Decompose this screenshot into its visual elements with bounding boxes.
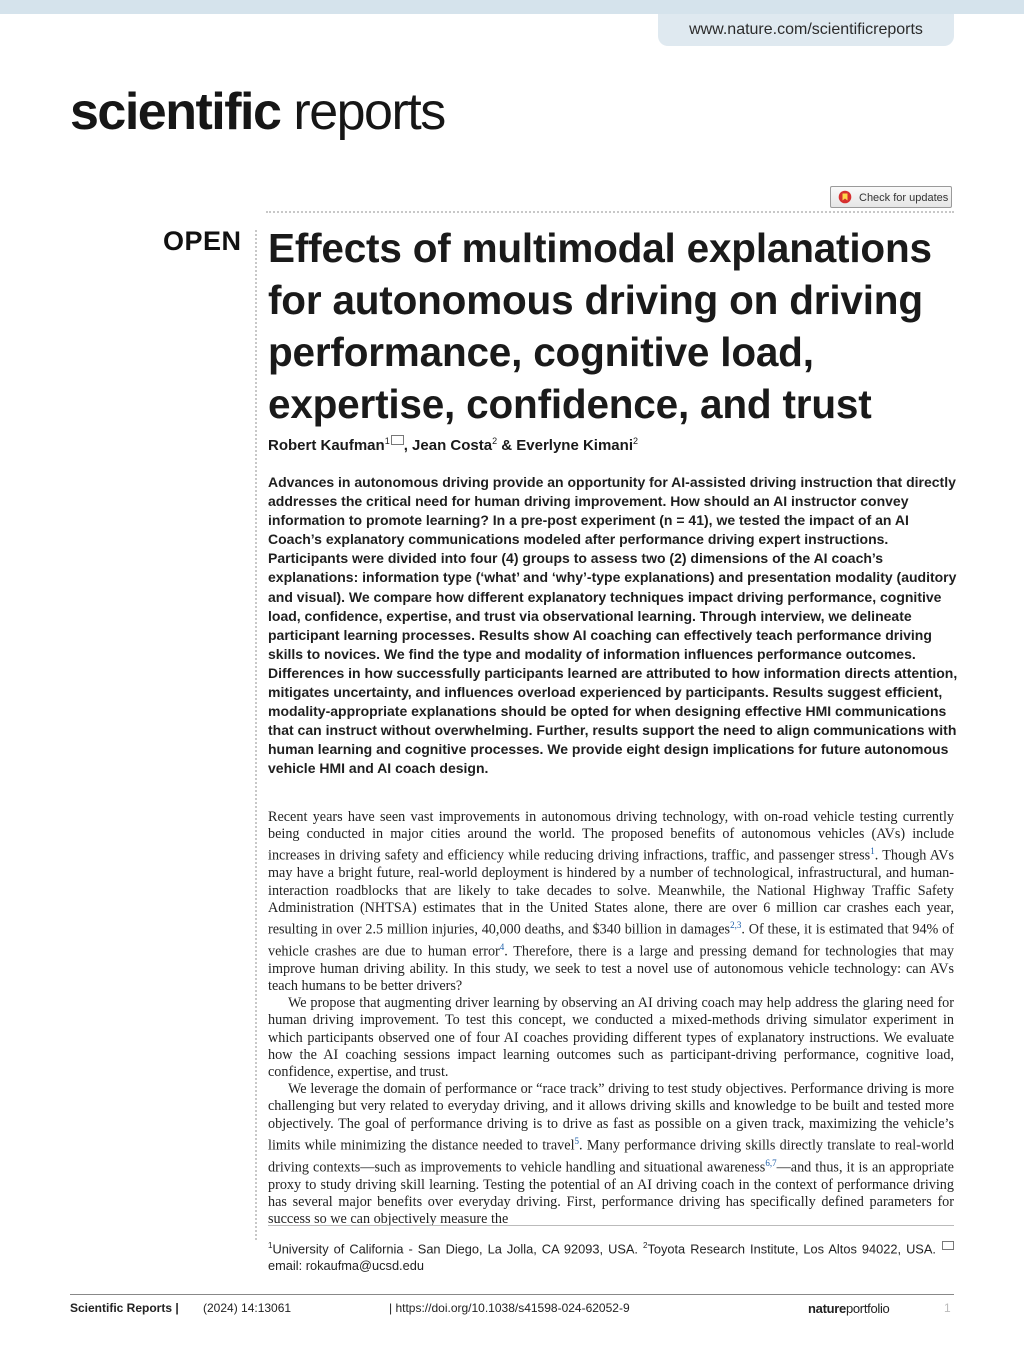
margin-divider — [255, 230, 257, 1240]
reference-link[interactable]: 6,7 — [765, 1157, 777, 1168]
affiliation-sup: 1 — [384, 436, 390, 446]
footer-citation: (2024) 14:13061 — [203, 1301, 292, 1315]
author-name[interactable]: , Jean Costa — [403, 437, 493, 454]
journal-logo[interactable] — [70, 82, 445, 142]
nature-portfolio-logo: natureportfolio — [808, 1301, 890, 1316]
corresponding-email[interactable]: email: rokaufma@ucsd.edu — [268, 1258, 424, 1274]
body-text — [268, 809, 954, 1228]
affiliation-sup: 2 — [492, 436, 498, 446]
paragraph: We propose that augmenting driver learning by observing an AI driving coach may help address the glaring need for human driving improvement. To test this concept, we conducted a mixed-methods driving simulator experiment in which participants observed one of four AI coaches providing different types of explanatory instructions. We evaluate how the AI coaching sessions impact learning outcomes such as participant-driving performance, cognitive load, confidence, expertise, and trust. — [268, 995, 954, 1081]
footer-journal: Scientific Reports | — [70, 1301, 179, 1315]
header-divider — [266, 211, 954, 213]
check-updates-label: Check for updates — [859, 192, 949, 204]
author-list — [268, 436, 638, 454]
email-icon[interactable] — [391, 435, 404, 445]
affiliations-footnote: $^1$University of California - San Diego, La Jolla, CA 92093, USA. $^2$Toyota Research Institute, Los Altos 94022, USA. email: rokaufma@ucsd.edu — [268, 1237, 954, 1274]
affiliation-sup: 2 — [632, 436, 638, 446]
journal-url[interactable]: www.nature.com/scientificreports — [658, 14, 954, 46]
paragraph: We leverage the domain of performance or “race track” driving to test study objectives. Performance driving is more challenging but very related to everyday driving, and it allows driving skills and knowledge to be built and tested more objectively. The goal of performance driving is to drive as fast as possible on a given track, maximizing the vehicle’s limits while minimizing the distance needed to travel$^5$. Many performance driving skills directly translate to real-world driving contexts—such as improvements to vehicle handling and situational awareness$^{6,7}$—and thus, it is an appropriate proxy to study driving skill learning. Testing the potential of an AI driving coach in the context of performance driving has several major benefits over everyday driving. First, performance driving has specifically defined parameters for success so we can objectively measure the — [268, 1081, 954, 1228]
reference-link[interactable]: 5 — [574, 1135, 580, 1146]
check-for-updates-button[interactable] — [830, 186, 952, 208]
author-name[interactable]: & Everlyne Kimani — [497, 437, 633, 454]
abstract: Advances in autonomous driving provide an opportunity for AI-assisted driving instruction that directly addresses the critical need for human driving improvement. How should an AI instructor convey information to promote learning? In a pre-post experiment (n = 41), we tested the impact of an AI Coach’s explanatory communications modeled after performance driving expert instructions. Participants were divided into four (4) groups to assess two (2) dimensions of the AI coach’s explanations: information type (‘what’ and ‘why’-type explanations) and presentation modality (auditory and visual). We compare how different explanatory techniques impact driving performance, cognitive load, confidence, expertise, and trust via observational learning. Through interview, we delineate participant learning processes. Results show AI coaching can effectively teach performance driving skills to novices. We find the type and modality of information influences performance outcomes. Differences in how successfully participants learned are attributed to how information directs attention, mitigates uncertainty, and influences overload experienced by participants. Results suggest efficient, modality-appropriate explanations should be opted for when designing effective HMI communications that can instruct without overwhelming. Further, results support the need to align communications with human learning and cognitive processes. We provide eight design implications for future autonomous vehicle HMI and AI coach design. — [268, 474, 958, 777]
doi-link[interactable]: | https://doi.org/10.1038/s41598-024-62052-9 — [389, 1301, 630, 1315]
email-icon — [942, 1241, 954, 1250]
author-name[interactable]: Robert Kaufman — [268, 437, 385, 454]
open-access-label: OPEN — [163, 226, 242, 256]
logo-bold-text: scientific — [70, 83, 281, 141]
reference-link[interactable]: 4 — [499, 941, 505, 952]
page-number: 1 — [944, 1301, 951, 1315]
reference-link[interactable]: 1 — [870, 846, 875, 857]
footnote-divider — [268, 1225, 954, 1226]
article-title: Effects of multimodal explanations for autonomous driving on driving performance, cognitive load, expertise, confidence, and trust — [268, 225, 932, 427]
check-updates-icon — [838, 190, 852, 204]
reference-link[interactable]: 2,3 — [730, 919, 742, 930]
logo-light-text: reports — [293, 83, 445, 141]
footer-divider — [70, 1294, 954, 1295]
paragraph: Recent years have seen vast improvements in autonomous driving technology, with on-road vehicle testing currently being conducted in major cities around the world. The proposed benefits of autonomous vehicles (AVs) include increases in driving safety and efficiency while reducing driving infractions, traffic, and passenger stress$^1$. Though AVs may have a bright future, real-world deployment is hindered by a number of technological, infrastructural, and human-interaction roadblocks that are likely to take decades to solve. Meanwhile, the National Highway Traffic Safety Administration (NHTSA) estimates that in the United States alone, there are over 6 million car crashes each year, resulting in over 2.5 million injuries, 40,000 deaths, and $340 billion in damages$^{2,3}$. Of these, it is estimated that 94% of vehicle crashes are due to human error$^4$. Therefore, there is a large and pressing demand for technologies that may improve human driving ability. In this study, we seek to test a novel use of autonomous vehicle technology: can AVs teach humans to be better drivers? — [268, 809, 955, 995]
top-bar — [0, 0, 1024, 14]
